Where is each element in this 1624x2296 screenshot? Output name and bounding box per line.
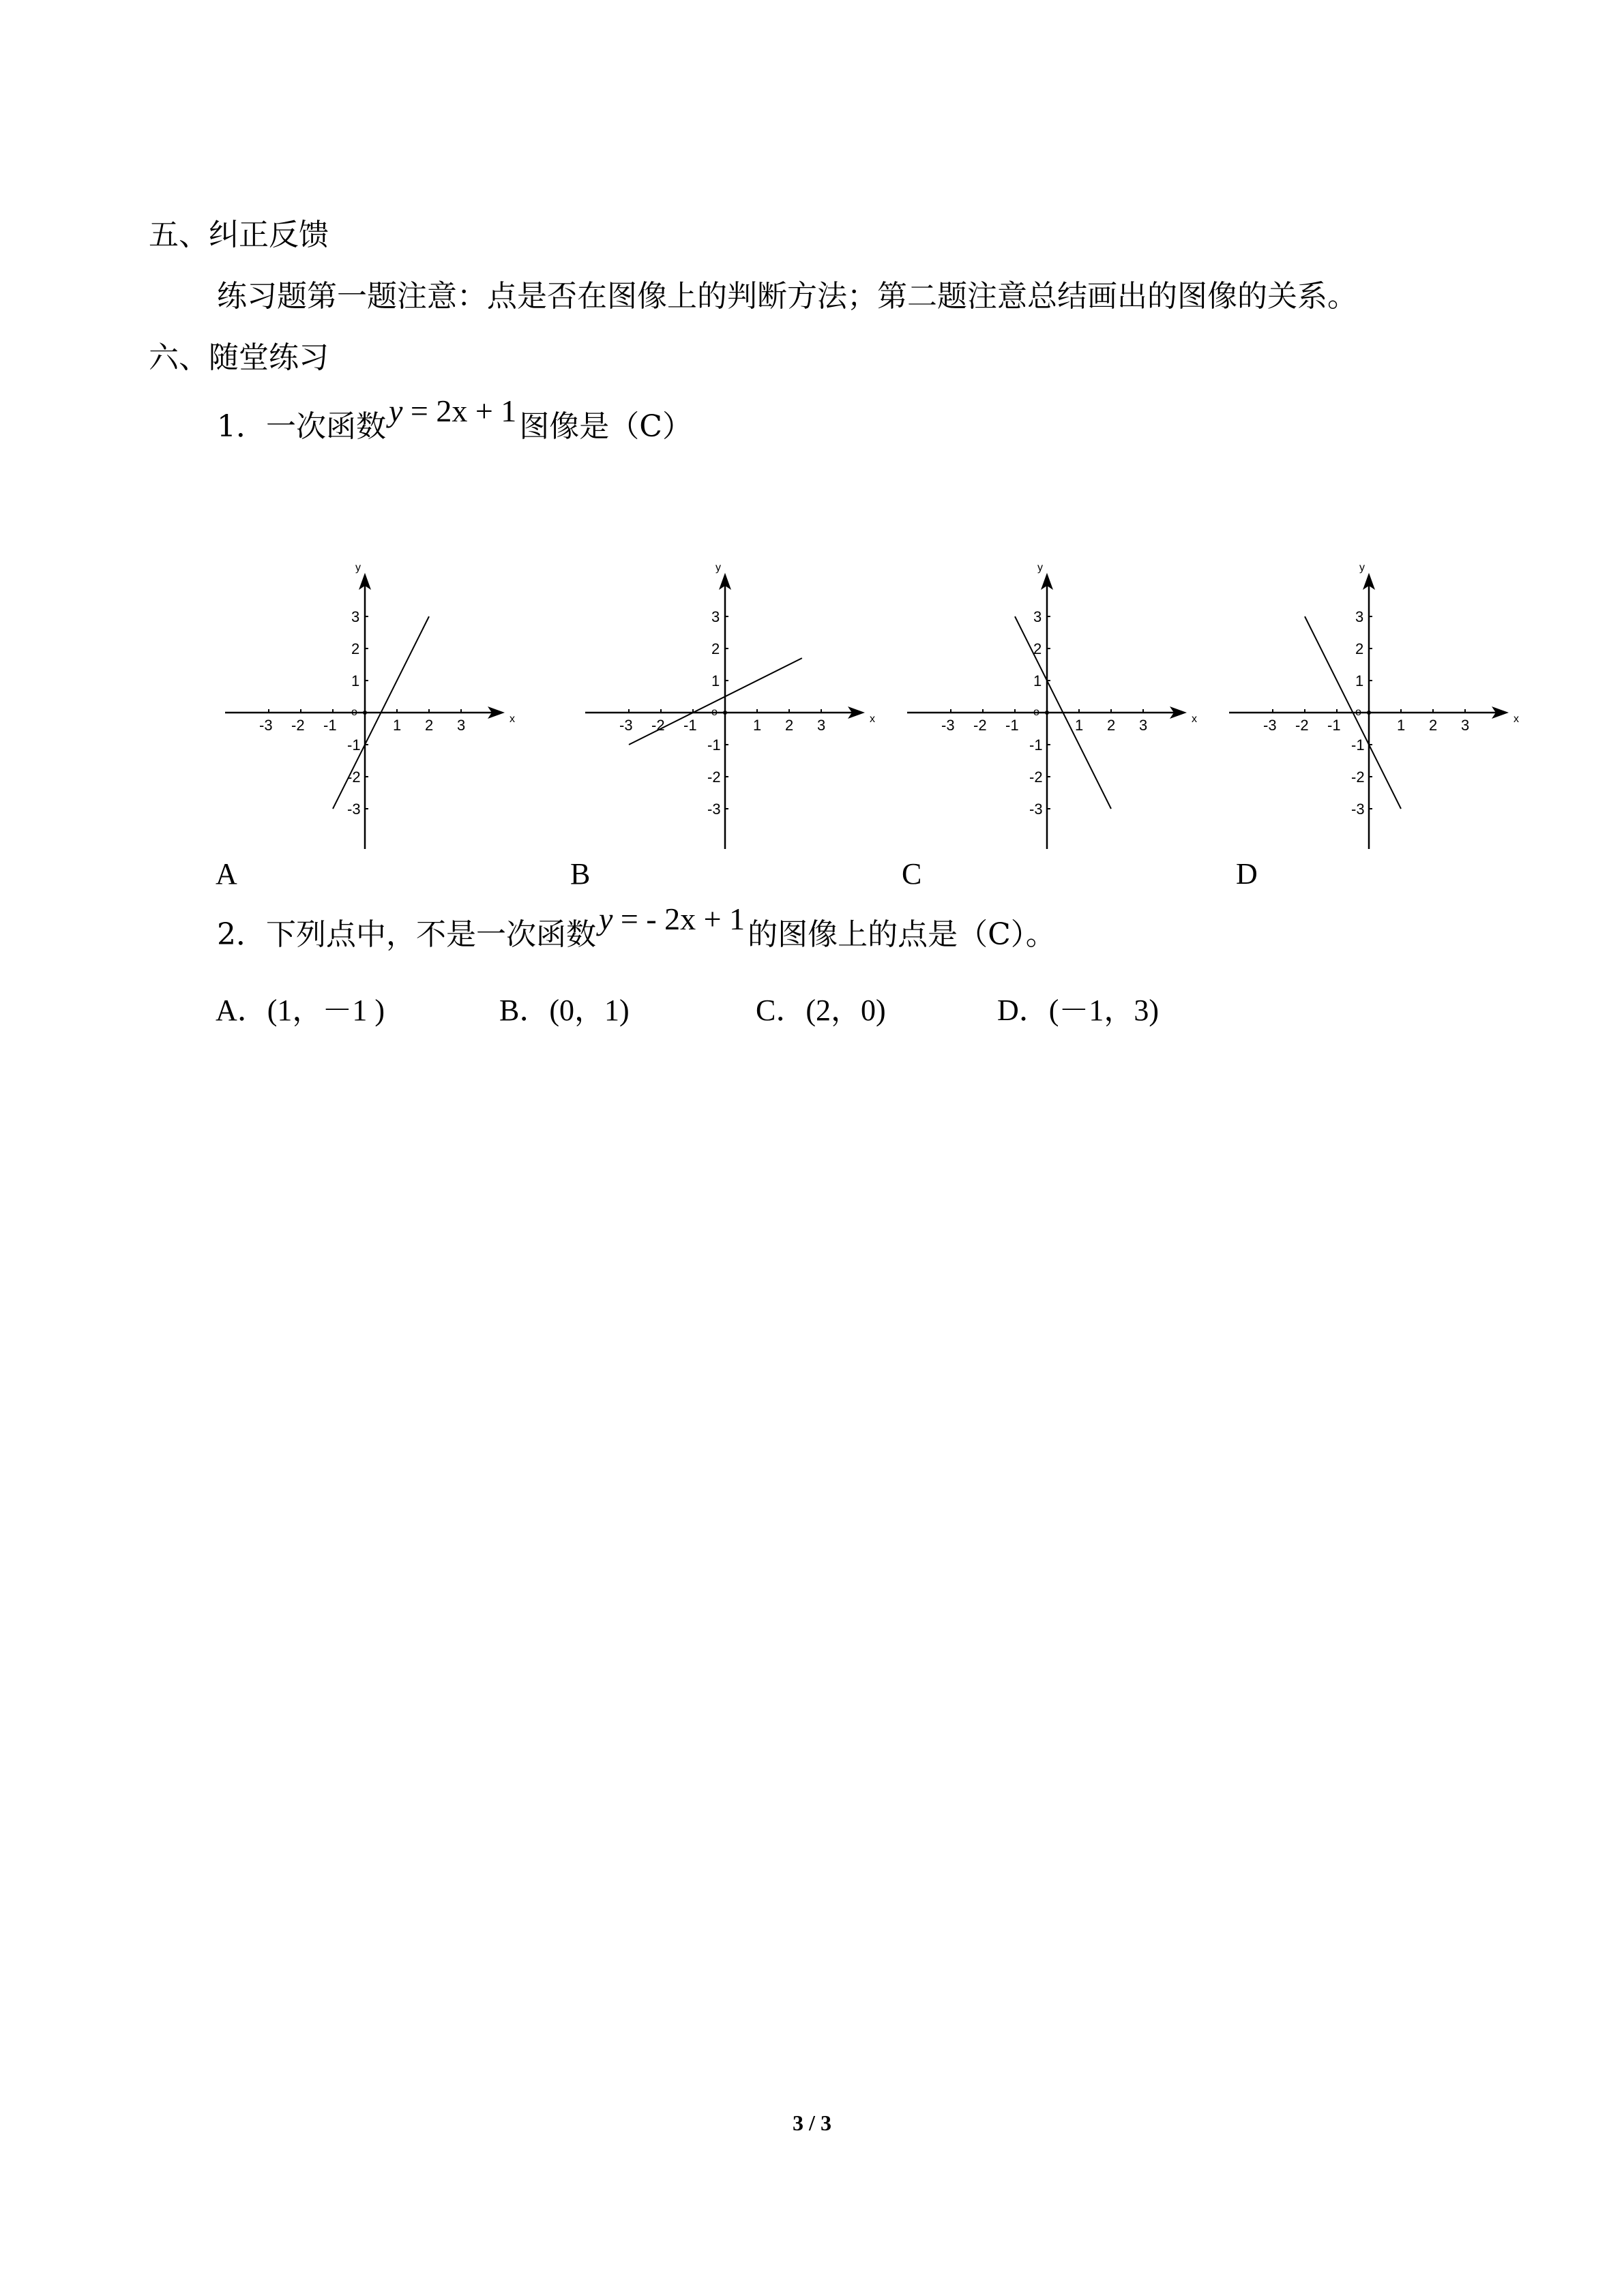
graph-c-svg [914, 556, 1214, 842]
section6-heading: 六、随堂练习 [149, 340, 329, 375]
graph-a [232, 556, 532, 842]
x-tick-label: -3 [259, 717, 273, 734]
y-tick-label: 1 [1355, 672, 1364, 689]
x-tick-label: 3 [1139, 717, 1148, 734]
y-tick-label: 3 [351, 608, 360, 625]
y-tick-label: -1 [347, 736, 361, 754]
y-tick-label: 2 [351, 640, 360, 657]
x-tick-label: -1 [323, 717, 337, 734]
x-tick-label: 2 [425, 717, 434, 734]
y-tick-label: -1 [707, 736, 721, 754]
graph-d [1236, 556, 1536, 842]
x-tick-label: 1 [393, 717, 402, 734]
x-tick-label: -1 [683, 717, 697, 734]
y-tick-label: 2 [1033, 640, 1042, 657]
question-1-formula [389, 393, 516, 428]
question-2 [217, 901, 1056, 955]
y-axis-name: y [715, 562, 721, 573]
x-tick-label: -2 [651, 717, 665, 734]
x-tick-label: 2 [1429, 717, 1438, 734]
origin-dot [723, 711, 727, 715]
y-tick-label: 1 [711, 672, 720, 689]
function-line [629, 658, 802, 745]
y-tick-label: -3 [347, 801, 361, 818]
y-tick-label: 1 [351, 672, 360, 689]
section5-heading: 五、纠正反馈 [149, 218, 329, 252]
formula-rest: = 2x + 1 [402, 393, 517, 428]
origin-label: o [351, 706, 357, 718]
choice-a: A．(1，－1 ) [216, 994, 385, 1027]
y-tick-label: -1 [1351, 736, 1365, 754]
graph-c-label: C [902, 857, 922, 891]
y-axis-name: y [1037, 562, 1043, 573]
question-2-formula [599, 901, 745, 936]
x-tick-label: -1 [1005, 717, 1019, 734]
x-tick-label: 1 [1397, 717, 1406, 734]
y-tick-label: -1 [1029, 736, 1043, 754]
y-tick-label: -2 [707, 769, 721, 786]
y-tick-label: 1 [1033, 672, 1042, 689]
origin-label: o [711, 706, 718, 718]
graph-a-svg [232, 556, 532, 842]
y-tick-label: 2 [711, 640, 720, 657]
x-tick-label: -2 [1295, 717, 1309, 734]
choice-c: C．(2，0) [756, 994, 886, 1027]
graph-a-label: A [216, 857, 237, 891]
graph-b [592, 556, 892, 842]
question-1-prefix: 1．一次函数 [217, 409, 386, 444]
y-tick-label: -2 [1029, 769, 1043, 786]
x-tick-label: 3 [1461, 717, 1470, 734]
origin-label: o [1033, 706, 1039, 718]
graph-d-label: D [1236, 857, 1258, 891]
x-tick-label: 1 [753, 717, 762, 734]
section5-body: 练习题第一题注意：点是否在图像上的判断方法；第二题注意总结画出的图像的关系。 [217, 279, 1357, 314]
y-tick-label: 3 [711, 608, 720, 625]
x-tick-label: -2 [973, 717, 987, 734]
y-tick-label: 3 [1033, 608, 1042, 625]
y-tick-label: -2 [1351, 769, 1365, 786]
graph-b-label: B [570, 857, 591, 891]
page-number: 3 / 3 [793, 2111, 831, 2135]
formula-rest: = - 2x + 1 [612, 901, 745, 936]
origin-dot [363, 711, 367, 715]
x-tick-label: 2 [1107, 717, 1116, 734]
origin-label: o [1355, 706, 1361, 718]
origin-dot [1367, 711, 1371, 715]
choice-d: D．(－1，3) [997, 994, 1160, 1027]
x-tick-label: -2 [291, 717, 305, 734]
x-tick-label: -3 [1263, 717, 1277, 734]
x-axis-name: x [1514, 713, 1519, 725]
y-tick-label: -2 [347, 769, 361, 786]
graph-b-svg [592, 556, 892, 842]
x-tick-label: 3 [457, 717, 466, 734]
y-axis-name: y [1359, 562, 1365, 573]
question-2-suffix: 的图像上的点是（C）。 [748, 917, 1056, 952]
y-tick-label: -3 [1029, 801, 1043, 818]
y-tick-label: 2 [1355, 640, 1364, 657]
formula-y: y [599, 901, 613, 936]
question-1 [217, 393, 692, 447]
question-2-prefix: 2．下列点中，不是一次函数 [217, 917, 596, 952]
y-axis-name: y [355, 562, 361, 573]
choice-b: B．(0，1) [499, 994, 630, 1027]
x-tick-label: -3 [941, 717, 955, 734]
y-tick-label: 3 [1355, 608, 1364, 625]
x-tick-label: 1 [1075, 717, 1084, 734]
y-tick-label: -3 [707, 801, 721, 818]
x-axis-name: x [870, 713, 875, 725]
graph-d-svg [1236, 556, 1536, 842]
x-tick-label: 3 [817, 717, 826, 734]
x-axis-name: x [510, 713, 515, 725]
x-tick-label: 2 [785, 717, 794, 734]
x-tick-label: -1 [1327, 717, 1341, 734]
y-tick-label: -3 [1351, 801, 1365, 818]
graph-c [914, 556, 1214, 842]
question-1-suffix: 图像是（C） [519, 409, 692, 444]
origin-dot [1045, 711, 1049, 715]
formula-y: y [389, 393, 403, 428]
x-axis-name: x [1192, 713, 1197, 725]
x-tick-label: -3 [619, 717, 633, 734]
